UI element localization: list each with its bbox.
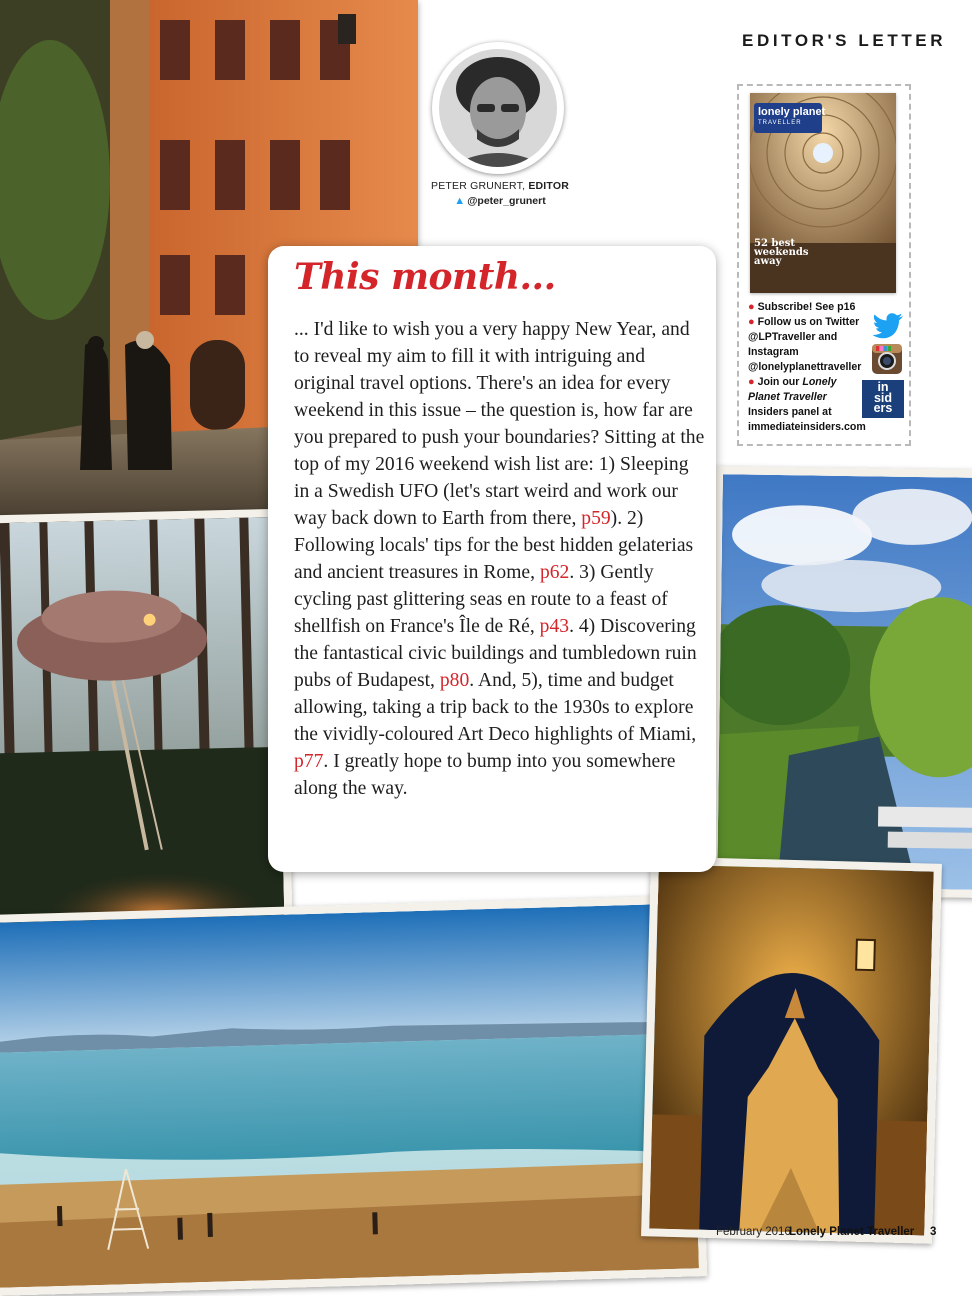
panel-text <box>748 300 868 435</box>
footer-magazine: Lonely Planet Traveller <box>789 1226 915 1238</box>
editor-avatar <box>432 42 564 174</box>
cover-logo-sub: TRAVELLER <box>758 120 802 126</box>
join-panel-text: Insiders panel at <box>748 406 832 418</box>
insiders-link[interactable]: immediateinsiders.com <box>748 421 866 433</box>
twitter-icon[interactable] <box>872 312 904 340</box>
editor-name: PETER GRUNERT, EDITOR <box>430 180 569 192</box>
page-number: 3 <box>930 1226 937 1238</box>
canal-photo <box>709 466 972 898</box>
ufo-treehouse-photo <box>0 509 293 944</box>
follow-twitter-handle[interactable]: @LPTraveller and <box>748 331 838 343</box>
instagram-icon[interactable] <box>872 344 902 374</box>
follow-line: ● Follow us on Twitter <box>748 316 860 328</box>
page-link-p62[interactable]: p62 <box>539 562 570 583</box>
section-label: EDITOR'S LETTER <box>742 31 947 50</box>
card-notch <box>476 226 520 248</box>
page-link-p43[interactable]: p43 <box>539 616 570 637</box>
beach-photo <box>0 895 707 1296</box>
letter-body: ... I'd like to wish you a very happy New Year, and to reveal my aim to fill it with intriguing and original travel options. There's an idea for every weekend in this issue – the question is, how far are you prepared to push your boundaries? Sitting at the top of my 2016 weekend wish list are: 1) Sleeping in a Swedish UFO (let's start weird and work our way back down to Earth from there, p59). 2) Following locals' tips for the best hidden gelaterias and ancient treasures in Rome, p62. 3) Gently cycling past glittering seas en route to a feast of shellfish on France's Île de Ré, p43. 4) Discovering the fantastical civic buildings and tumbledown ruin pubs of Budapest, p80. And, 5), time and budget allowing, taking a trip back to the 1930s to explore the vividly-coloured Art Deco highlights of Miami, p77. I greatly hope to bump into you somewhere along the way. <box>294 319 705 799</box>
editor-twitter-handle[interactable]: ▲ @peter_grunert <box>454 195 546 207</box>
footer-date: February 2016 <box>716 1226 791 1238</box>
twitter-bird-small-icon: ▲ <box>454 195 466 207</box>
page-link-p80[interactable]: p80 <box>439 670 470 691</box>
magazine-cover[interactable] <box>750 93 896 293</box>
letter-title: This month... <box>294 256 556 298</box>
join-line: ● Join our Lonely <box>748 376 837 388</box>
follow-instagram-handle[interactable]: @lonelyplanettraveller <box>748 361 862 373</box>
page-link-p59[interactable]: p59 <box>581 508 611 529</box>
page-link-p77[interactable]: p77 <box>294 751 324 772</box>
budapest-photo <box>641 856 942 1243</box>
insiders-icon[interactable]: in sid ers <box>862 380 904 418</box>
subscribe-line[interactable]: ● Subscribe! See p16 <box>748 301 856 313</box>
cover-logo: lonely planet <box>758 106 826 118</box>
cover-headline: 52 best weekends away <box>754 238 809 267</box>
follow-instagram-label: Instagram <box>748 346 799 358</box>
join-italic: Planet Traveller <box>748 391 827 403</box>
